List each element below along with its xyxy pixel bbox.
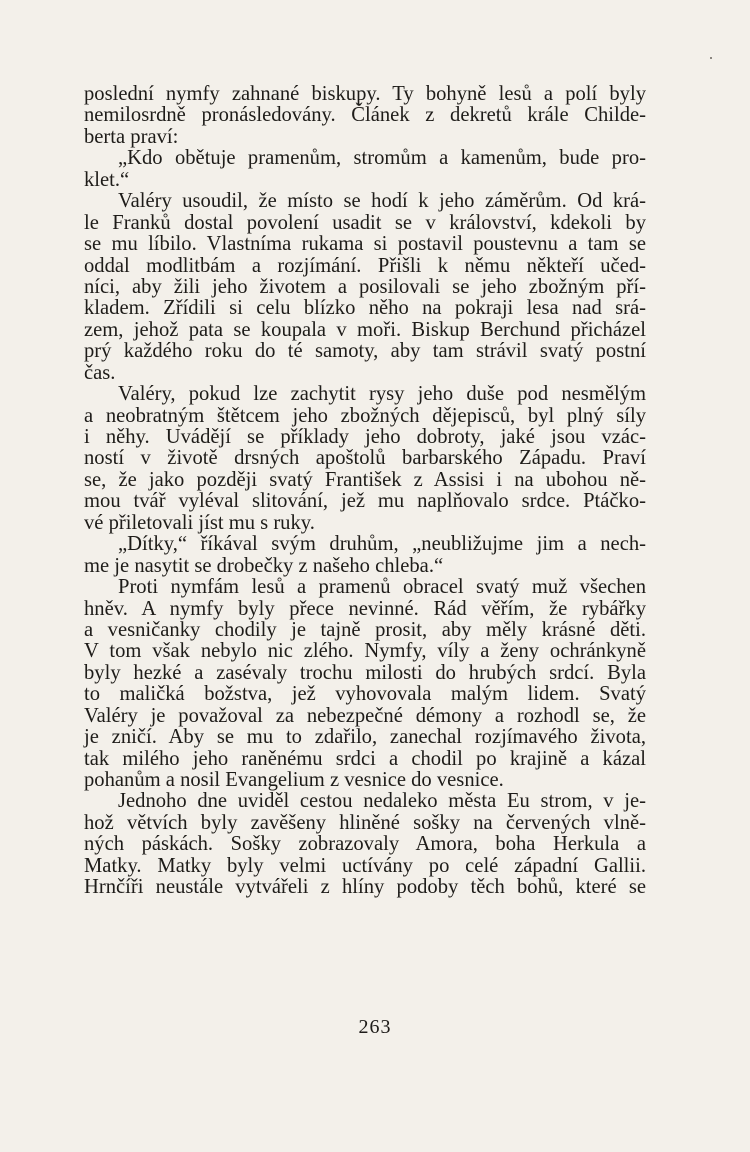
text-line: mou tvář vyléval slitování, jež mu naplňovalo srdce. Ptáčko- <box>84 490 646 513</box>
text-line: Hrnčíři neustále vytvářeli z hlíny podoby těch bohů, které se <box>84 876 646 899</box>
text-line: to maličká božstva, jež vyhovovala malým lidem. Svatý <box>84 683 646 706</box>
text-line: je zničí. Aby se mu to zdařilo, zanechal rozjímavého života, <box>84 726 646 749</box>
text-line: Valéry, pokud lze zachytit rysy jeho duše pod nesmělým <box>118 383 646 406</box>
page-body <box>84 84 646 899</box>
text-line: i něhy. Uvádějí se příklady jeho dobroty, jaké jsou vzác- <box>84 426 646 448</box>
text-line: zem, jehož pata se koupala v moři. Biskup Berchund přicházel <box>84 318 646 341</box>
text-line: vé přiletovali jíst mu s ruky. <box>84 511 315 534</box>
text-line: ných páskách. Sošky zobrazovaly Amora, boha Herkula a <box>84 833 646 856</box>
text-line: čas. <box>84 361 116 384</box>
page-number: 263 <box>358 1016 392 1038</box>
text-line: Proti nymfám lesů a pramenů obracel svatý muž všechen <box>118 576 646 599</box>
text-line: le Franků dostal povolení usadit se v království, kdekoli by <box>84 211 646 234</box>
text-line: kladem. Zřídili si celu blízko něho na pokraji lesa nad srá- <box>84 297 646 320</box>
text-line: prý každého roku do té samoty, aby tam strávil svatý postní <box>84 340 646 363</box>
ink-speck <box>710 57 712 59</box>
text-line: Matky. Matky byly velmi uctívány po celé západní Gallii. <box>84 854 646 877</box>
text-line: tak milého jeho raněnému srdci a chodil po krajině a kázal <box>84 747 646 770</box>
text-line: se, že jako později svatý František z Assisi i na ubohou ně- <box>84 468 646 491</box>
text-line: se mu líbilo. Vlastníma rukama si postavil poustevnu a tam se <box>84 233 646 256</box>
text-line: Jednoho dne uviděl cestou nedaleko města Eu strom, v je- <box>118 790 646 813</box>
text-line: hož větvích byly zavěšeny hliněné sošky na červených vlně- <box>84 811 646 834</box>
text-line: „Dítky,“ říkával svým druhům, „neubližujme jim a nech- <box>118 533 646 556</box>
text-line: a vesničanky chodily je tajně prosit, aby měly krásné děti. <box>84 618 646 641</box>
text-line: poslední nymfy zahnané biskupy. Ty bohyně lesů a polí byly <box>84 83 646 105</box>
text-line: „Kdo obětuje pramenům, stromům a kamenům, bude pro- <box>118 147 646 170</box>
text-line: Valéry je považoval za nebezpečné démony a rozhodl se, že <box>84 704 646 727</box>
text-line: berta praví: <box>84 125 179 148</box>
text-line: hněv. A nymfy byly přece nevinné. Rád věřím, že rybářky <box>84 597 646 620</box>
text-line: V tom však nebylo nic zlého. Nymfy, víly a ženy ochránkyně <box>84 640 646 663</box>
text-line: ností v životě drsných apoštolů barbarského Západu. Praví <box>84 447 646 470</box>
text-line: klet.“ <box>84 168 130 191</box>
text-line: oddal modlitbám a rozjímání. Přišli k němu někteří učed- <box>84 254 646 277</box>
text-line: a neobratným štětcem jeho zbožných dějepisců, byl plný síly <box>84 404 646 427</box>
text-line: nemilosrdně pronásledovány. Článek z dekretů krále Childe- <box>84 104 646 127</box>
text-line: níci, aby žili jeho životem a posilovali se jeho zbožným pří- <box>84 275 646 298</box>
text-line: me je nasytit se drobečky z našeho chleba.“ <box>84 554 444 577</box>
text-line: Valéry usoudil, že místo se hodí k jeho záměrům. Od krá- <box>118 190 646 213</box>
text-line: pohanům a nosil Evangelium z vesnice do vesnice. <box>84 769 504 791</box>
text-line: byly hezké a zasévaly trochu milosti do hrubých srdcí. Byla <box>84 661 646 684</box>
